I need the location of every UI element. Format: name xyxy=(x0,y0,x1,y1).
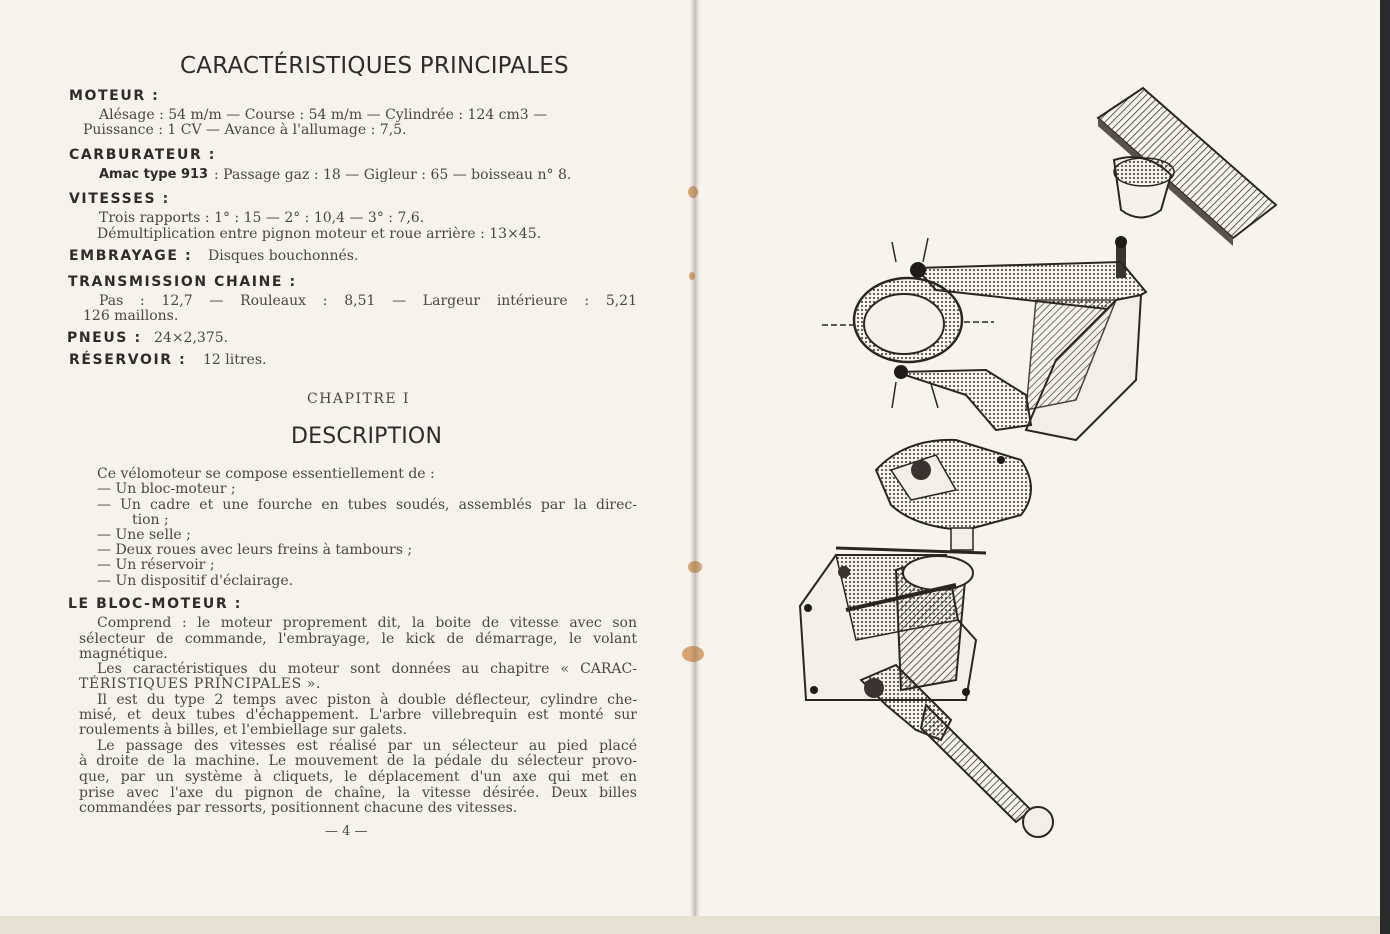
spec-text: Puissance : 1 CV — Avance à l'allumage : 7,5. xyxy=(83,122,407,138)
list-item: — Un bloc-moteur ; xyxy=(97,481,236,497)
list-item: — Un réservoir ; xyxy=(97,557,215,573)
paragraph-line: à droite de la machine. Le mouvement de la pédale du sélecteur provo- xyxy=(79,753,637,769)
page-title: CARACTÉRISTIQUES PRINCIPALES xyxy=(180,53,569,79)
spec-heading-vitesses: VITESSES : xyxy=(69,191,170,207)
section-title: DESCRIPTION xyxy=(291,424,443,449)
left-page xyxy=(0,0,694,934)
paragraph-line: que, par un système à cliquets, le déplacement d'un axe qui met en xyxy=(79,769,637,785)
spec-text: Alésage : 54 m/m — Course : 54 m/m — Cylindrée : 124 cm3 — xyxy=(99,107,548,123)
spec-heading-moteur: MOTEUR : xyxy=(69,88,160,104)
spec-heading-pneus: PNEUS : xyxy=(67,330,142,346)
spec-text: Pas : 12,7 — Rouleaux : 8,51 — Largeur intérieure : 5,21 xyxy=(99,293,637,309)
list-item: tion ; xyxy=(132,512,169,528)
list-item: — Une selle ; xyxy=(97,527,191,543)
pedal-plate xyxy=(1098,88,1276,246)
list-item: — Un dispositif d'éclairage. xyxy=(97,573,294,589)
paragraph-line: magnétique. xyxy=(79,646,168,662)
spec-text: Démultiplication entre pignon moteur et roue arrière : 13×45. xyxy=(97,226,542,242)
paragraph-line: misé, et deux tubes d'échappement. L'arbre villebrequin est monté sur xyxy=(79,707,637,723)
spec-text: Disques bouchonnés. xyxy=(208,248,359,264)
spec-heading-transmission: TRANSMISSION CHAINE : xyxy=(68,274,297,290)
paragraph-line: Comprend : le moteur proprement dit, la boite de vitesse avec son xyxy=(97,615,637,631)
bloc-moteur-heading: LE BLOC-MOTEUR : xyxy=(68,596,242,612)
chapter-label: CHAPITRE I xyxy=(307,391,411,407)
paragraph-line: roulements à billes, et l'embiellage sur galets. xyxy=(79,722,407,738)
spec-text: 24×2,375. xyxy=(154,330,229,346)
page-bottom-edge xyxy=(0,916,1390,934)
page-number: — 4 — xyxy=(325,824,368,839)
carburateur-type: Amac type 913 xyxy=(99,167,209,182)
paragraph-line: prise avec l'axe du pignon de chaîne, la vitesse désirée. Deux billes xyxy=(79,785,637,801)
spec-heading-carburateur: CARBURATEUR : xyxy=(69,147,216,163)
exploded-engine-illustration xyxy=(696,0,1390,934)
paragraph-line: Le passage des vitesses est réalisé par un sélecteur au pied placé xyxy=(97,738,637,754)
spec-text: 126 maillons. xyxy=(83,308,179,324)
spec-text: : Passage gaz : 18 — Gigleur : 65 — boisseau n° 8. xyxy=(214,167,572,183)
cover-plate xyxy=(876,440,1031,550)
page-right-edge xyxy=(1380,0,1390,934)
spec-text: Trois rapports : 1° : 15 — 2° : 10,4 — 3° : 7,6. xyxy=(99,210,425,226)
paragraph-line: commandées par ressorts, positionnent chacune des vitesses. xyxy=(79,800,518,816)
description-intro: Ce vélomoteur se compose essentiellement de : xyxy=(97,466,435,482)
spec-heading-embrayage: EMBRAYAGE : xyxy=(69,248,193,264)
right-page xyxy=(696,0,1390,934)
spec-text: 12 litres. xyxy=(203,352,267,368)
book-gutter xyxy=(690,0,700,934)
paragraph-line: Il est du type 2 temps avec piston à double déflecteur, cylindre che- xyxy=(97,692,637,708)
paragraph-line: sélecteur de commande, l'embrayage, le kick de démarrage, le volant xyxy=(79,631,637,647)
paragraph-line: Les caractéristiques du moteur sont données au chapitre « CARAC- xyxy=(97,661,637,677)
paragraph-line: TÉRISTIQUES PRINCIPALES ». xyxy=(79,676,322,692)
spec-heading-reservoir: RÉSERVOIR : xyxy=(69,352,187,368)
list-item: — Deux roues avec leurs freins à tambours ; xyxy=(97,542,413,558)
list-item: — Un cadre et une fourche en tubes soudés, assemblés par la direc- xyxy=(97,497,637,513)
